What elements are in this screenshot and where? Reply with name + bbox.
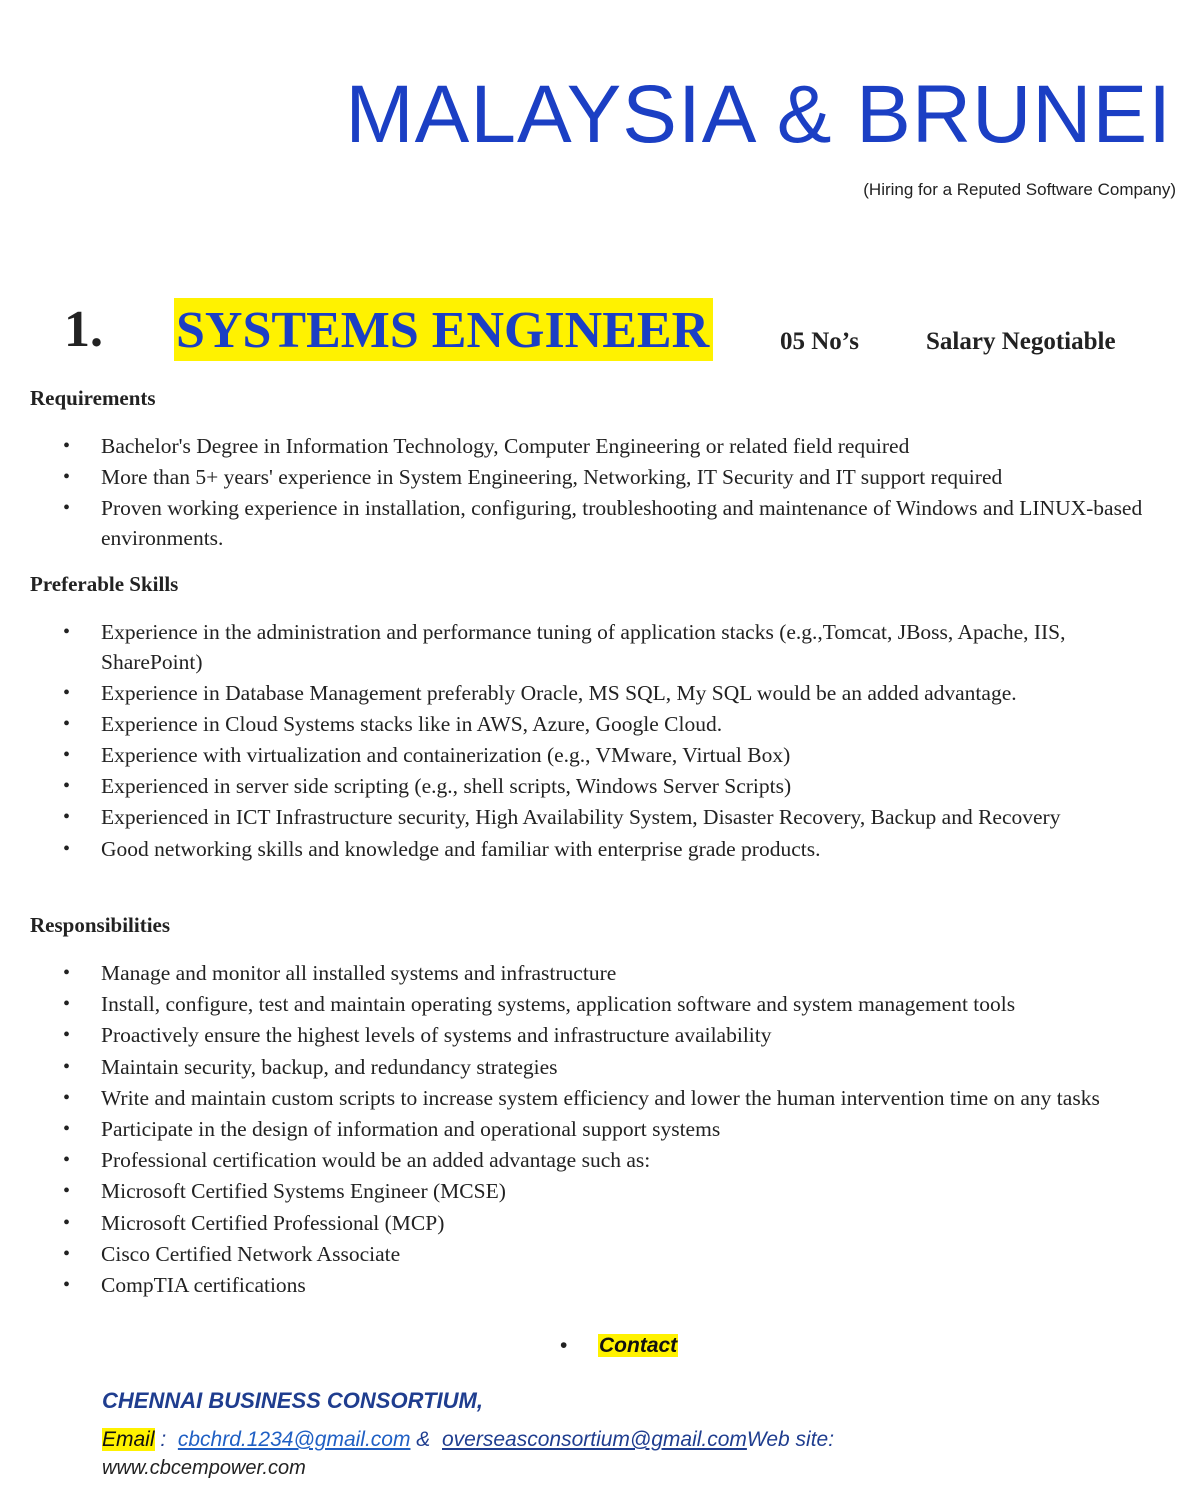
list-item: • Experience in Cloud Systems stacks like in AWS, Azure, Google Cloud. [0, 710, 1172, 740]
skills-heading: Preferable Skills [30, 572, 179, 596]
list-item: • Experience in Database Management preferably Oracle, MS SQL, My SQL would be an added advantage. [0, 679, 1172, 709]
responsibilities-list [0, 959, 1172, 1302]
list-item: • Proven working experience in installation, configuring, troubleshooting and maintenance of Windows and LINUX-based environments. [0, 494, 1172, 553]
contact-row [560, 1334, 678, 1358]
email-link-primary[interactable]: cbchrd.1234@gmail.com [177, 1428, 411, 1451]
list-item: • CompTIA certifications [0, 1271, 1172, 1301]
list-item: • Maintain security, backup, and redundancy strategies [0, 1053, 1172, 1083]
list-item: • Good networking skills and knowledge and familiar with enterprise grade products. [0, 835, 1172, 865]
email-row [102, 1428, 834, 1452]
list-item: • More than 5+ years' experience in System Engineering, Networking, IT Security and IT support required [0, 463, 1172, 493]
skills-list [0, 618, 1172, 866]
list-item: • Microsoft Certified Professional (MCP) [0, 1209, 1172, 1239]
email-ampersand: & [410, 1428, 437, 1451]
email-separator: : [154, 1428, 173, 1451]
page-title: MALAYSIA & BRUNEI [345, 69, 1172, 160]
list-item: • Manage and monitor all installed systems and infrastructure [0, 959, 1172, 989]
list-item: • Bachelor's Degree in Information Technology, Computer Engineering or related field required [0, 432, 1172, 462]
requirements-list [0, 432, 1172, 555]
website-link[interactable]: www.cbcempower.com [102, 1457, 306, 1479]
list-item: • Professional certification would be an added advantage such as: [0, 1146, 1172, 1176]
list-item: • Microsoft Certified Systems Engineer (MCSE) [0, 1177, 1172, 1207]
salary-text: Salary Negotiable [926, 328, 1116, 355]
list-item: • Experience with virtualization and containerization (e.g., VMware, Virtual Box) [0, 741, 1172, 771]
list-item: • Install, configure, test and maintain operating systems, application software and system management tools [0, 990, 1172, 1020]
list-item: • Cisco Certified Network Associate [0, 1240, 1172, 1270]
bullet-icon: • [560, 1334, 568, 1357]
email-label: Email [102, 1428, 155, 1451]
contact-label: Contact [599, 1334, 678, 1357]
list-item: • Write and maintain custom scripts to increase system efficiency and lower the human intervention time on any tasks [0, 1084, 1172, 1114]
job-number: 1. [64, 301, 103, 358]
list-item: • Experienced in ICT Infrastructure security, High Availability System, Disaster Recovery, Backup and Recovery [0, 803, 1172, 833]
list-item: • Proactively ensure the highest levels of systems and infrastructure availability [0, 1021, 1172, 1051]
requirements-heading: Requirements [30, 386, 156, 410]
responsibilities-heading: Responsibilities [30, 913, 171, 937]
list-item: • Experienced in server side scripting (e.g., shell scripts, Windows Server Scripts) [0, 772, 1172, 802]
website-label: Web site: [746, 1428, 835, 1451]
positions-count: 05 No’s [780, 328, 859, 355]
job-title: SYSTEMS ENGINEER [174, 298, 713, 361]
page-subtitle: (Hiring for a Reputed Software Company) [863, 180, 1176, 199]
list-item: • Experience in the administration and performance tuning of application stacks (e.g.,Tomcat, JBoss, Apache, IIS, SharePoint) [0, 618, 1172, 677]
company-name: CHENNAI BUSINESS CONSORTIUM, [102, 1388, 483, 1413]
list-item: • Participate in the design of information and operational support systems [0, 1115, 1172, 1145]
email-link-secondary[interactable]: overseasconsortium@gmail.com [442, 1428, 747, 1451]
